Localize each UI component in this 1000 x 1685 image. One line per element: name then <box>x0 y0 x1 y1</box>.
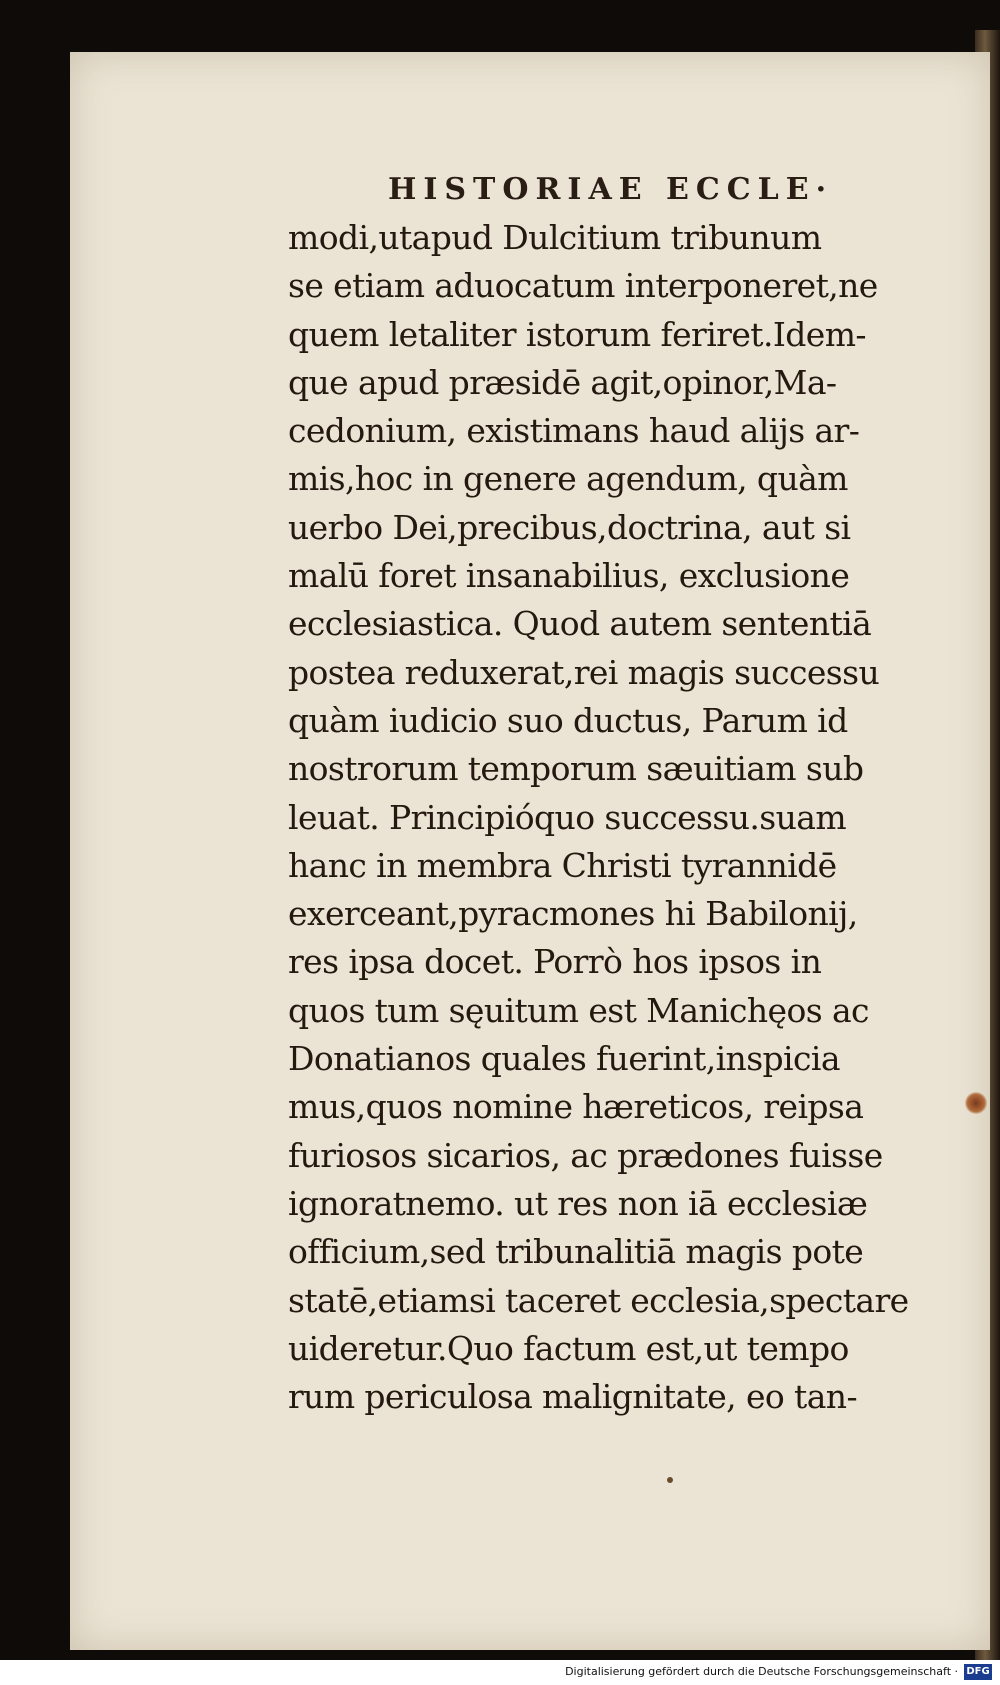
text-line: res ipsa docet. Porrò hos ipsos in <box>288 942 822 982</box>
book-page <box>70 52 990 1650</box>
text-line: quem letaliter istorum feriret.Idem- <box>288 314 866 354</box>
text-line: se etiam aduocatum interponeret,ne <box>288 266 878 306</box>
text-line: que apud præsidē agit,opinor,Ma- <box>288 362 837 402</box>
text-line: uideretur.Quo factum est,ut tempo <box>288 1328 849 1368</box>
running-head: HISTORIAE ECCLE· <box>388 172 834 207</box>
text-line: furiosos sicarios, ac prædones fuisse <box>288 1135 883 1175</box>
text-line: quàm iudicio suo ductus, Parum id <box>288 700 848 740</box>
text-line: malū foret insanabilius, exclusione <box>288 556 850 596</box>
footer-credit: Digitalisierung gefördert durch die Deutsche Forschungsgemeinschaft · <box>565 1665 958 1678</box>
text-line: leuat. Principióquo successu.suam <box>288 797 847 837</box>
text-line: ecclesiastica. Quod autem sententiā <box>288 604 872 644</box>
text-line: ignoratnemo. ut res non iā ecclesiæ <box>288 1183 868 1223</box>
text-line: mus,quos nomine hæreticos, reipsa <box>288 1087 864 1127</box>
text-line: exerceant,pyracmones hi Babilonij, <box>288 894 858 934</box>
text-line: uerbo Dei,precibus,doctrina, aut si <box>288 507 851 547</box>
ink-dot <box>667 1477 673 1483</box>
text-line: hanc in membra Christi tyrannidē <box>288 845 837 885</box>
text-line: postea reduxerat,rei magis successu <box>288 652 880 692</box>
text-line: rum periculosa malignitate, eo tan- <box>288 1377 857 1417</box>
text-block <box>288 214 909 1421</box>
text-line: quos tum sęuitum est Manichęos ac <box>288 990 869 1030</box>
text-line: cedonium, existimans haud alijs ar- <box>288 411 860 451</box>
text-line: statē,etiamsi taceret ecclesia,spectare <box>288 1280 909 1320</box>
text-line: Donatianos quales fuerint,inspicia <box>288 1039 840 1079</box>
text-line: modi,utapud Dulcitium tribunum <box>288 218 822 257</box>
dfg-logo: DFG <box>964 1664 992 1680</box>
text-line: mis,hoc in genere agendum, quàm <box>288 459 848 499</box>
ink-blot <box>965 1092 987 1114</box>
text-line: officium,sed tribunalitiā magis pote <box>288 1232 864 1272</box>
text-line: nostrorum temporum sæuitiam sub <box>288 749 864 789</box>
footer <box>0 1660 1000 1685</box>
